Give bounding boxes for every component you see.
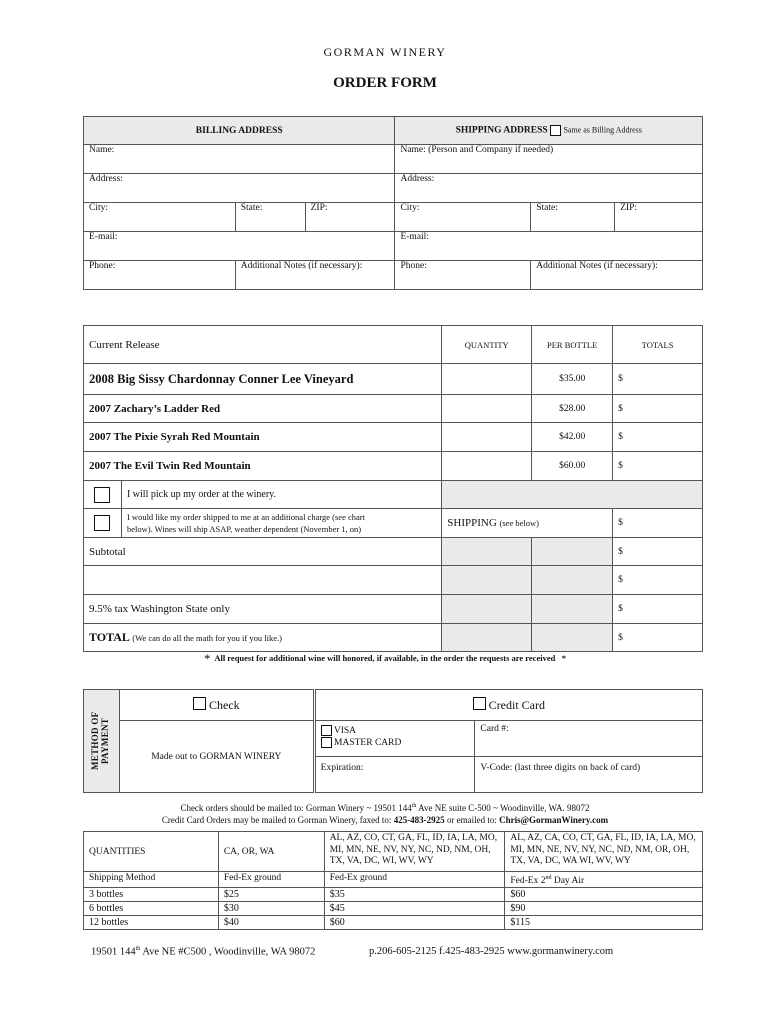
wine-total: $ [613, 452, 703, 481]
rate-zone1: $25 [218, 888, 324, 902]
rate-zone2: $60 [324, 916, 505, 930]
credit-card-mailing-info [0, 815, 770, 825]
footer-address [91, 946, 315, 958]
visa-checkbox[interactable] [321, 725, 332, 736]
total-shaded-cell [442, 624, 532, 652]
wine-quantity-input[interactable] [442, 395, 532, 423]
blank-shaded-cell [532, 566, 613, 595]
check-option [119, 690, 314, 721]
shipping-state-field[interactable]: State: [531, 203, 615, 232]
fax-number: 425-483-2925 [393, 815, 445, 825]
quantity-header: QUANTITY [442, 326, 532, 364]
billing-name-field[interactable]: Name: [84, 145, 395, 174]
rate-zone3: $90 [505, 902, 703, 916]
rate-zone2: $35 [324, 888, 505, 902]
check-mailing-info [0, 803, 770, 813]
order-table [83, 325, 703, 652]
zone2-method: Fed-Ex ground [324, 872, 505, 888]
mastercard-label: MASTER CARD [334, 738, 402, 748]
footer-contact: p.206-605-2125 f.425-483-2925 www.gormanwinery.com [369, 946, 614, 957]
shipping-address-field[interactable]: Address: [395, 174, 703, 203]
card-number-field[interactable]: Card #: [475, 721, 703, 757]
same-as-billing-label: Same as Billing Address [563, 125, 642, 135]
billing-city-field[interactable]: City: [84, 203, 236, 232]
rate-zone1: $40 [218, 916, 324, 930]
mastercard-option [321, 737, 470, 749]
wine-price: $60.00 [532, 452, 613, 481]
shipping-total: $ [613, 509, 703, 538]
payment-table [83, 689, 703, 793]
subtotal-shaded-cell [442, 538, 532, 566]
shipping-sub-label: (see below) [499, 518, 539, 528]
total-shaded-cell [532, 624, 613, 652]
cc-mailing-text-a: Credit Card Orders may be mailed to Gorman Winery, faxed to: [161, 815, 394, 825]
ship-option-line2: below). Wines will ship ASAP, weather dependent (November 1, on) [126, 524, 362, 534]
quantities-header: QUANTITIES [84, 832, 219, 872]
mastercard-checkbox[interactable] [321, 737, 332, 748]
wine-total: $ [613, 364, 703, 395]
notice-text: All request for additional wine will honored, if available, in the order the requests are received [214, 653, 556, 663]
visa-option [321, 725, 470, 737]
check-mailing-text-a: Check orders should be mailed to: Gorman Winery ~ 19501 144 [180, 803, 412, 813]
zone3-method-a: Fed-Ex 2 [510, 876, 546, 887]
billing-address-field[interactable]: Address: [84, 174, 395, 203]
check-mailing-text-b: Ave NE suite C-500 ~ Woodinville, WA. 98072 [416, 803, 590, 813]
rate-quantity: 3 bottles [84, 888, 219, 902]
wine-name: 2007 The Evil Twin Red Mountain [84, 452, 442, 481]
rate-quantity: 12 bottles [84, 916, 219, 930]
pickup-shaded-cell [442, 481, 703, 509]
shipping-method-label: Shipping Method [84, 872, 219, 888]
zone3-method-sup: nd [545, 875, 552, 881]
wine-total: $ [613, 395, 703, 423]
ship-checkbox[interactable] [94, 515, 110, 531]
pickup-label: I will pick up my order at the winery. [121, 481, 441, 509]
blank-row-label [84, 566, 442, 595]
zone3-method [505, 872, 703, 888]
page-title: ORDER FORM [333, 75, 437, 91]
zone3-method-b: Day Air [551, 876, 585, 887]
shipping-city-field[interactable]: City: [395, 203, 531, 232]
wine-price: $28.00 [532, 395, 613, 423]
footer-address-sup: th [135, 946, 141, 952]
grand-total: $ [613, 624, 703, 652]
credit-card-option [314, 690, 702, 721]
rate-zone3: $60 [505, 888, 703, 902]
billing-zip-field[interactable]: ZIP: [305, 203, 395, 232]
rate-zone2: $45 [324, 902, 505, 916]
address-table [83, 116, 703, 290]
tax-shaded-cell [442, 595, 532, 624]
shipping-address-header [395, 117, 703, 145]
wine-total: $ [613, 423, 703, 452]
subtotal-total: $ [613, 538, 703, 566]
total-label [84, 624, 442, 652]
check-mailing-sup: th [411, 803, 417, 809]
wine-name: 2007 Zachary’s Ladder Red [84, 395, 442, 423]
method-of-payment-cell [84, 690, 120, 793]
zone3-header: AL, AZ, CA, CO, CT, GA, FL, ID, IA, LA, MO, MI, MN, NE, NV, NY, NC, ND, NM, OR, OH, TX, VA, DC, WA WI, WV, WY [505, 832, 703, 872]
wine-quantity-input[interactable] [442, 364, 532, 395]
tax-shaded-cell [532, 595, 613, 624]
visa-label: VISA [333, 726, 357, 736]
zone1-header: CA, OR, WA [218, 832, 324, 872]
vcode-field[interactable]: V-Code: (last three digits on back of card) [475, 757, 703, 793]
expiration-field[interactable]: Expiration: [314, 757, 475, 793]
totals-header: TOTALS [613, 326, 703, 364]
billing-notes-field[interactable]: Additional Notes (if necessary): [235, 261, 395, 290]
zone2-header: AL, AZ, CO, CT, GA, FL, ID, IA, LA, MO, MI, MN, NE, NV, NY, NC, ND, NM, OH, TX, VA, DC, WI, WV, WY [324, 832, 505, 872]
notice-star: * [204, 651, 211, 666]
credit-card-checkbox[interactable] [473, 697, 486, 710]
total-sub-label: (We can do all the math for you if you like.) [132, 633, 282, 643]
blank-shaded-cell [442, 566, 532, 595]
winery-name: GORMAN WINERY [323, 45, 447, 59]
subtotal-shaded-cell [532, 538, 613, 566]
shipping-phone-field[interactable]: Phone: [395, 261, 531, 290]
blank-row-total: $ [613, 566, 703, 595]
footer-address-b: Ave NE #C500 , Woodinville, WA 98072 [140, 946, 316, 958]
cc-mailing-text-b: or emailed to: [444, 815, 500, 825]
method-of-payment-label: METHOD OF PAYMENT [90, 711, 111, 771]
made-out-to-label: Made out to GORMAN WINERY [119, 721, 314, 793]
shipping-zip-field[interactable]: ZIP: [615, 203, 703, 232]
footer-address-a: 19501 144 [91, 946, 136, 958]
rate-zone3: $115 [505, 916, 703, 930]
check-checkbox[interactable] [193, 697, 206, 710]
wine-price: $42.00 [532, 423, 613, 452]
billing-phone-field[interactable]: Phone: [84, 261, 236, 290]
shipping-address-title: SHIPPING ADDRESS [455, 125, 548, 136]
shipping-label [442, 509, 613, 538]
billing-state-field[interactable]: State: [235, 203, 305, 232]
wine-request-notice [0, 651, 770, 667]
card-type-cell [314, 721, 475, 757]
credit-card-label: Credit Card [488, 698, 545, 712]
rate-quantity: 6 bottles [84, 902, 219, 916]
ship-checkbox-cell [84, 509, 122, 538]
current-release-label: Current Release [84, 326, 442, 364]
pickup-checkbox-cell [84, 481, 122, 509]
subtotal-label: Subtotal [84, 538, 442, 566]
email-address[interactable]: Chris@GormanWinery.com [499, 815, 609, 825]
ship-option-line1: I would like my order shipped to me at an additional charge (see chart [126, 512, 365, 522]
tax-label: 9.5% tax Washington State only [84, 595, 442, 624]
zone1-method: Fed-Ex ground [218, 872, 324, 888]
billing-email-field[interactable]: E-mail: [84, 232, 395, 261]
shipping-name-field[interactable]: Name: (Person and Company if needed) [395, 145, 703, 174]
tax-total: $ [613, 595, 703, 624]
shipping-email-field[interactable]: E-mail: [395, 232, 703, 261]
wine-quantity-input[interactable] [442, 423, 532, 452]
per-bottle-header: PER BOTTLE [532, 326, 613, 364]
wine-price: $35.00 [532, 364, 613, 395]
same-as-billing-checkbox[interactable] [550, 125, 561, 136]
wine-quantity-input[interactable] [442, 452, 532, 481]
total-label-text: TOTAL [89, 630, 130, 644]
shipping-rates-table [83, 831, 703, 930]
ship-option-label [121, 509, 441, 538]
rate-zone1: $30 [218, 902, 324, 916]
check-label: Check [208, 698, 240, 712]
pickup-checkbox[interactable] [94, 487, 110, 503]
notice-star: * [561, 653, 566, 663]
billing-address-header: BILLING ADDRESS [84, 117, 395, 145]
shipping-notes-field[interactable]: Additional Notes (if necessary): [531, 261, 703, 290]
wine-name: 2007 The Pixie Syrah Red Mountain [84, 423, 442, 452]
shipping-label-text: SHIPPING [447, 517, 497, 529]
wine-name: 2008 Big Sissy Chardonnay Conner Lee Vineyard [84, 364, 442, 395]
